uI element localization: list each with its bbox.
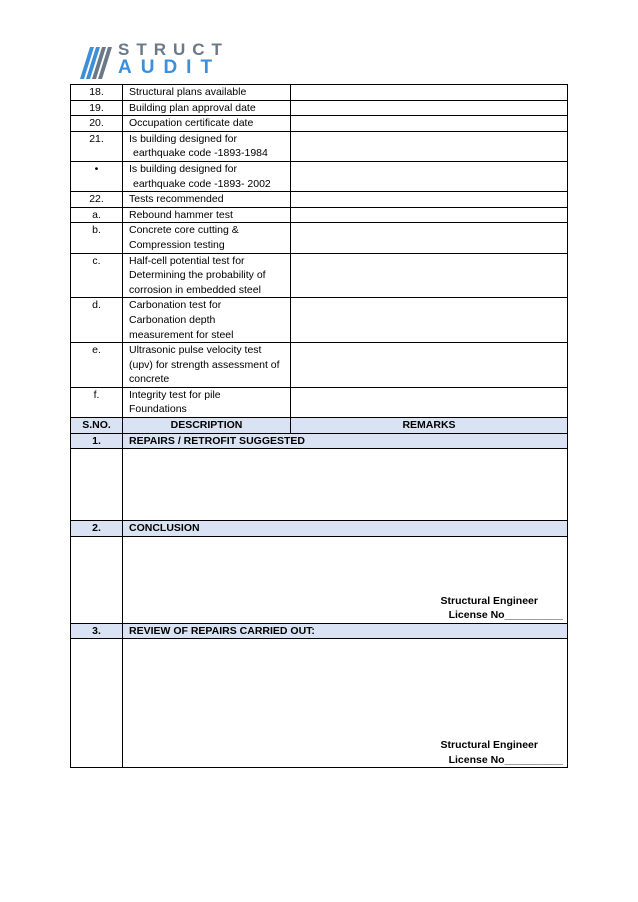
checklist-row xyxy=(71,343,568,388)
item-description-line: Carbonation depth xyxy=(129,313,216,326)
section-number: 1. xyxy=(71,433,123,449)
logo-text-audit: AUDIT xyxy=(118,57,222,78)
item-remarks-cell[interactable] xyxy=(291,192,568,208)
item-description xyxy=(123,298,291,343)
signature-title: Structural Engineer xyxy=(440,739,538,752)
item-description-line: Rebound hammer test xyxy=(129,208,233,221)
checklist-row xyxy=(71,192,568,208)
section-body-row xyxy=(71,536,568,623)
header-remarks: REMARKS xyxy=(291,418,568,434)
item-remarks-cell[interactable] xyxy=(291,161,568,191)
item-description-line: Integrity test for pile xyxy=(129,388,221,401)
item-description-line: Tests recommended xyxy=(129,193,224,206)
item-remarks-cell[interactable] xyxy=(291,116,568,132)
section-body-row xyxy=(71,639,568,768)
section-title: REPAIRS / RETROFIT SUGGESTED xyxy=(123,433,568,449)
section-body-content[interactable] xyxy=(123,449,568,521)
item-description-line: Foundations xyxy=(129,403,187,416)
checklist-row xyxy=(71,298,568,343)
checklist-row xyxy=(71,387,568,417)
item-number: 21. xyxy=(71,131,123,161)
section-body-number-cell xyxy=(71,639,123,768)
item-number: 20. xyxy=(71,116,123,132)
logo-stripes-icon xyxy=(80,43,116,83)
section-header-row xyxy=(71,623,568,639)
checklist-row xyxy=(71,85,568,101)
logo-text-struct: STRUCT xyxy=(118,40,229,59)
item-remarks-cell[interactable] xyxy=(291,100,568,116)
section-number: 3. xyxy=(71,623,123,639)
item-description xyxy=(123,253,291,298)
item-description xyxy=(123,100,291,116)
item-description xyxy=(123,85,291,101)
item-description-line: Structural plans available xyxy=(129,86,247,98)
item-description-line: earthquake code -1893-1984 xyxy=(133,147,268,160)
audit-table xyxy=(70,84,568,768)
item-number: a. xyxy=(71,207,123,223)
checklist-row xyxy=(71,161,568,191)
item-remarks-cell[interactable] xyxy=(291,207,568,223)
item-description-line: Half-cell potential test for xyxy=(129,254,245,267)
item-description-line: Occupation certificate date xyxy=(129,117,254,130)
item-remarks-cell[interactable] xyxy=(291,387,568,417)
item-remarks-cell[interactable] xyxy=(291,253,568,298)
item-number: c. xyxy=(71,253,123,298)
item-remarks-cell[interactable] xyxy=(291,223,568,253)
header-description: DESCRIPTION xyxy=(123,418,291,434)
item-number: 22. xyxy=(71,192,123,208)
item-description-line: Is building designed for xyxy=(129,132,237,145)
item-description xyxy=(123,223,291,253)
item-description-line: measurement for steel xyxy=(129,328,234,341)
section-title: CONCLUSION xyxy=(123,521,568,537)
item-description xyxy=(123,387,291,417)
item-description-line: Concrete core cutting & xyxy=(129,224,239,237)
item-description xyxy=(123,207,291,223)
checklist-row xyxy=(71,207,568,223)
item-description-line: earthquake code -1893- 2002 xyxy=(133,177,271,190)
checklist-row xyxy=(71,223,568,253)
item-remarks-cell[interactable] xyxy=(291,131,568,161)
item-number: 18. xyxy=(71,85,123,101)
item-description xyxy=(123,343,291,388)
checklist-row xyxy=(71,100,568,116)
item-description-line: (upv) for strength assessment of xyxy=(129,358,280,371)
license-number-field: License No__________ xyxy=(448,609,563,622)
signature-block xyxy=(129,738,563,767)
section-title: REVIEW OF REPAIRS CARRIED OUT: xyxy=(123,623,568,639)
item-description-line: concrete xyxy=(129,373,170,386)
item-number: d. xyxy=(71,298,123,343)
item-description xyxy=(123,192,291,208)
section-header-row xyxy=(71,433,568,449)
section-body-content[interactable] xyxy=(123,639,568,768)
item-description-line: Carbonation test for xyxy=(129,299,222,312)
header-sno: S.NO. xyxy=(71,418,123,434)
item-remarks-cell[interactable] xyxy=(291,343,568,388)
checklist-row xyxy=(71,131,568,161)
item-number: b. xyxy=(71,223,123,253)
item-number: e. xyxy=(71,343,123,388)
item-description-line: Compression testing xyxy=(129,238,225,251)
section-number: 2. xyxy=(71,521,123,537)
item-description-line: corrosion in embedded steel xyxy=(129,283,261,296)
section-header-row xyxy=(71,521,568,537)
item-description-line: Determining the probability of xyxy=(129,269,266,282)
section-body-number-cell xyxy=(71,536,123,623)
item-remarks-cell[interactable] xyxy=(291,298,568,343)
item-number: • xyxy=(71,161,123,191)
struct-audit-logo xyxy=(80,41,230,81)
item-description-line: Ultrasonic pulse velocity test xyxy=(129,344,262,357)
item-description xyxy=(123,131,291,161)
checklist-row xyxy=(71,116,568,132)
signature-title: Structural Engineer xyxy=(440,594,538,607)
item-description xyxy=(123,116,291,132)
item-remarks-cell[interactable] xyxy=(291,85,568,101)
item-number: f. xyxy=(71,387,123,417)
item-description-line: Is building designed for xyxy=(129,162,237,175)
signature-block xyxy=(129,594,563,623)
item-description-line: Building plan approval date xyxy=(129,101,256,114)
section-body-content[interactable] xyxy=(123,536,568,623)
license-number-field: License No__________ xyxy=(448,753,563,766)
section-body-row xyxy=(71,449,568,521)
table-header-row xyxy=(71,418,568,434)
item-description xyxy=(123,161,291,191)
section-body-number-cell xyxy=(71,449,123,521)
checklist-row xyxy=(71,253,568,298)
item-number: 19. xyxy=(71,100,123,116)
